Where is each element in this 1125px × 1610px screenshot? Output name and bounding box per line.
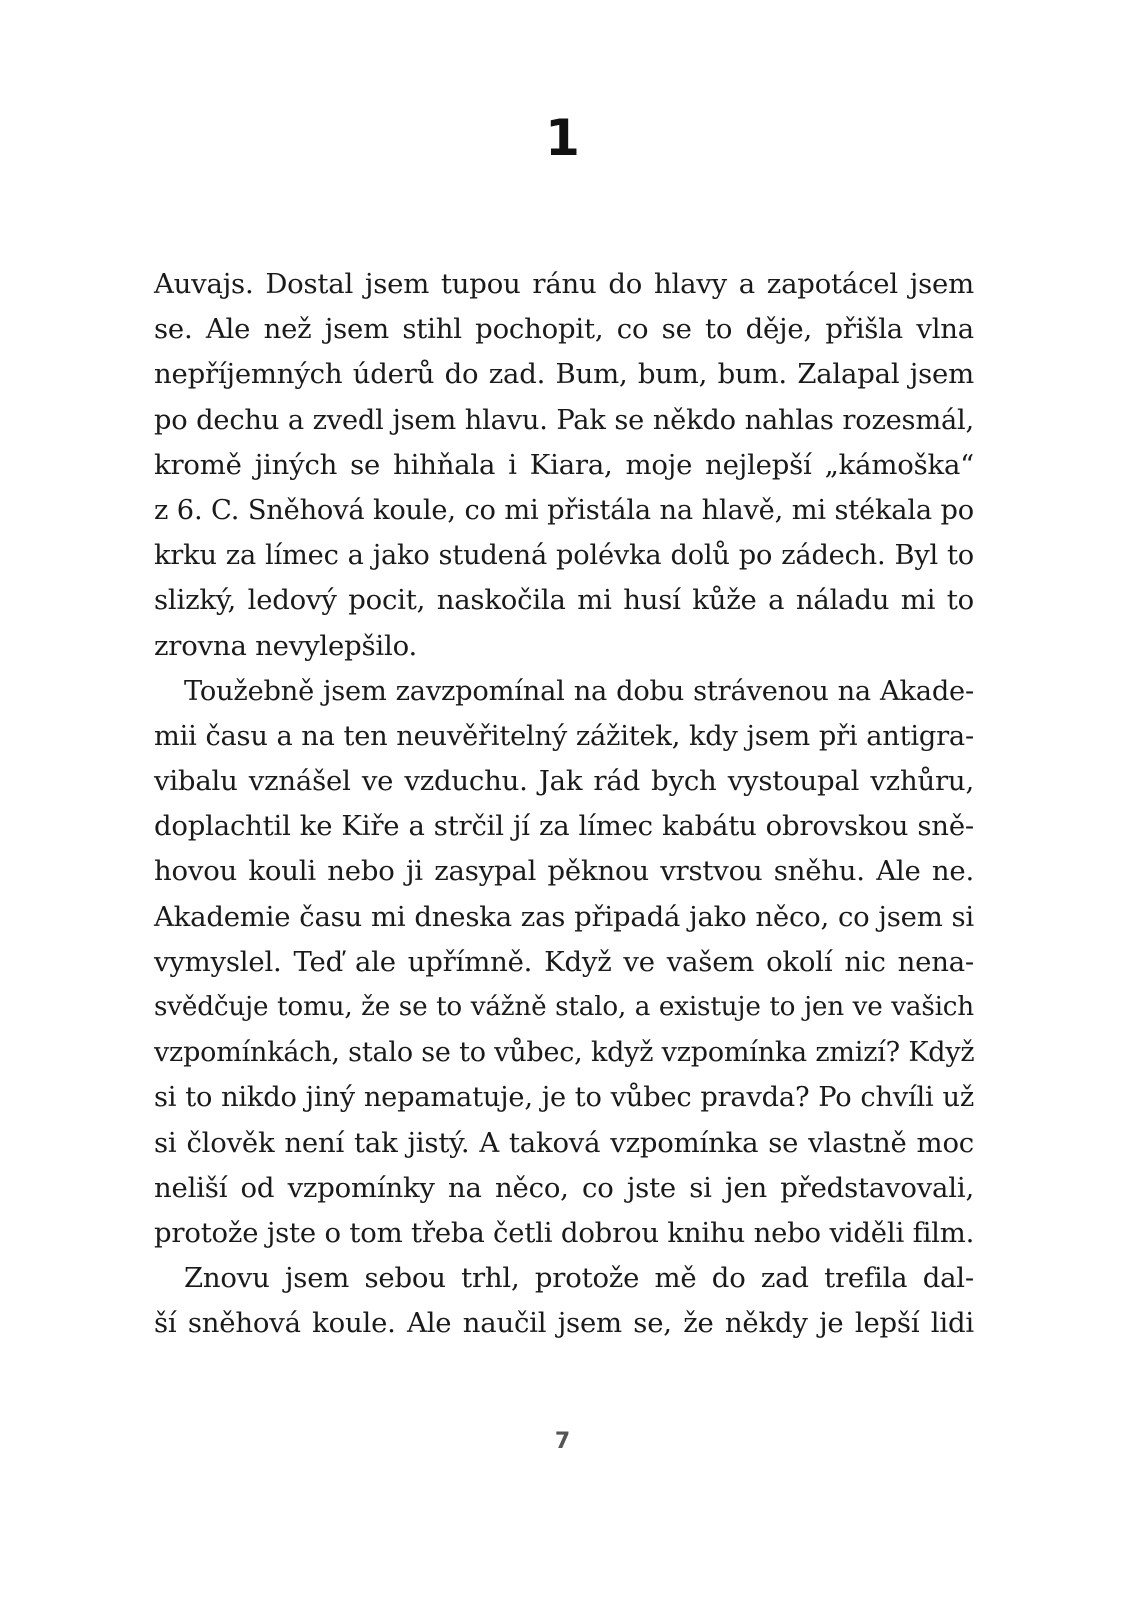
text-line: Znovu jsem sebou trhl, protože mě do zad trefila dal-	[184, 1262, 974, 1295]
text-line: se. Ale než jsem stihl pochopit, co se to děje, přišla vlna	[154, 313, 974, 346]
text-line: neliší od vzpomínky na něco, co jste si jen představovali,	[154, 1171, 974, 1204]
text-line: krku za límec a jako studená polévka dolů po zádech. Byl to	[154, 540, 974, 572]
page-number: 7	[554, 1429, 571, 1454]
text-line: mii času a na ten neuvěřitelný zážitek, kdy jsem při antigra-	[154, 720, 974, 752]
text-line: nepříjemných úderů do zad. Bum, bum, bum. Zalapal jsem	[154, 358, 974, 391]
text-line: z 6. C. Sněhová koule, co mi přistála na hlavě, mi stékala po	[154, 494, 974, 526]
text-line: Akademie času mi dneska zas připadá jako něco, co jsem si	[154, 900, 974, 933]
text-line: Toužebně jsem zavzpomínal na dobu strávenou na Akade-	[184, 675, 974, 707]
text-line: Auvajs. Dostal jsem tupou ránu do hlavy a zapotácel jsem	[154, 268, 974, 300]
text-line: vzpomínkách, stalo se to vůbec, když vzpomínka zmizí? Když	[154, 1037, 975, 1069]
text-line: zrovna nevylepšilo.	[154, 629, 418, 662]
text-line: kromě jiných se hihňala i Kiara, moje nejlepší „kámoška“	[154, 448, 974, 481]
text-line: hovou kouli nebo ji zasypal pěknou vrstvou sněhu. Ale ne.	[154, 855, 974, 888]
text-line: ší sněhová koule. Ale naučil jsem se, že někdy je lepší lidi	[154, 1307, 974, 1340]
text-line: po dechu a zvedl jsem hlavu. Pak se někdo nahlas rozesmál,	[154, 404, 974, 436]
text-line: protože jste o tom třeba četli dobrou knihu nebo viděli film.	[154, 1216, 975, 1249]
chapter-number: 1	[545, 109, 580, 167]
paragraph-2	[154, 669, 974, 1256]
text-line: si člověk není tak jistý. A taková vzpomínka se vlastně moc	[154, 1126, 974, 1159]
text-line: vibalu vznášel ve vzduchu. Jak rád bych vystoupal vzhůru,	[154, 765, 974, 798]
paragraph-1	[154, 262, 974, 669]
paragraph-3	[154, 1256, 974, 1346]
text-line: svědčuje tomu, že se to vážně stalo, a existuje to jen ve vašich	[154, 992, 974, 1022]
text-line: vymyslel. Teď ale upřímně. Když ve vašem okolí nic nena-	[154, 945, 974, 978]
body-text	[154, 262, 974, 1347]
text-line: doplachtil ke Kiře a strčil jí za límec kabátu obrovskou sně-	[154, 810, 974, 843]
text-line: slizký, ledový pocit, naskočila mi husí kůže a náladu mi to	[154, 584, 974, 617]
text-line: si to nikdo jiný nepamatuje, je to vůbec pravda? Po chvíli už	[154, 1082, 974, 1114]
